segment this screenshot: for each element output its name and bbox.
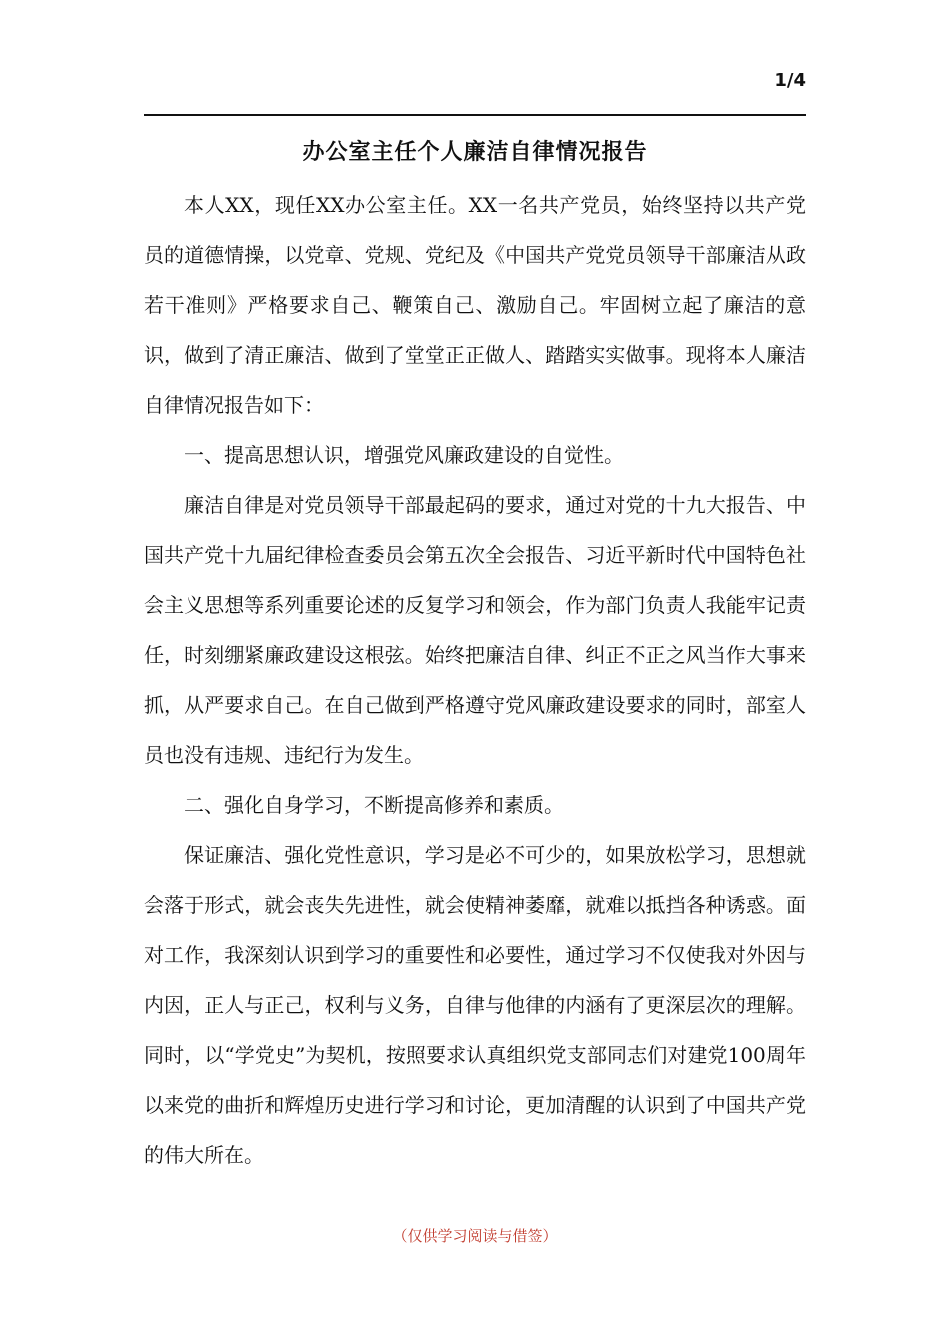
paragraph-section-2: 保证廉洁、强化党性意识，学习是必不可少的，如果放松学习，思想就会落于形式，就会丧失先进性，就会使精神萎靡，就难以抵挡各种诱惑。面对工作，我深刻认识到学习的重要性和必要性，通过学习不仅使我对外因与内因，正人与正己，权利与义务，自律与他律的内涵有了更深层次的理解。同时，以“学党史”为契机，按照要求认真组织党支部同志们对建党100周年以来党的曲折和辉煌历史进行学习和讨论，更加清醒的认识到了中国共产党的伟大所在。 (144, 843, 806, 1167)
section-heading-2: 二、强化自身学习，不断提高修养和素质。 (184, 793, 564, 817)
section-heading-1: 一、提高思想认识，增强党风廉政建设的自觉性。 (184, 443, 624, 467)
footer-note: （仅供学习阅读与借签） (392, 1227, 558, 1245)
paragraph-section-1: 廉洁自律是对党员领导干部最起码的要求，通过对党的十九大报告、中国共产党十九届纪律检查委员会第五次全会报告、习近平新时代中国特色社会主义思想等系列重要论述的反复学习和领会，作为部门负责人我能牢记责任，时刻绷紧廉政建设这根弦。始终把廉洁自律、纠正不正之风当作大事来抓，从严要求自己。在自己做到严格遵守党风廉政建设要求的同时，部室人员也没有违规、违纪行为发生。 (144, 493, 806, 767)
document-body (144, 180, 806, 1180)
page-number: 1/4 (774, 70, 806, 91)
document-title: 办公室主任个人廉洁自律情况报告 (302, 139, 648, 165)
header-divider (144, 114, 806, 116)
paragraph-intro: 本人XX，现任XX办公室主任。XX一名共产党员，始终坚持以共产党员的道德情操，以党章、党规、党纪及《中国共产党党员领导干部廉洁从政若干准则》严格要求自己、鞭策自己、激励自己。牢固树立起了廉洁的意识，做到了清正廉洁、做到了堂堂正正做人、踏踏实实做事。现将本人廉洁自律情况报告如下： (144, 193, 806, 417)
